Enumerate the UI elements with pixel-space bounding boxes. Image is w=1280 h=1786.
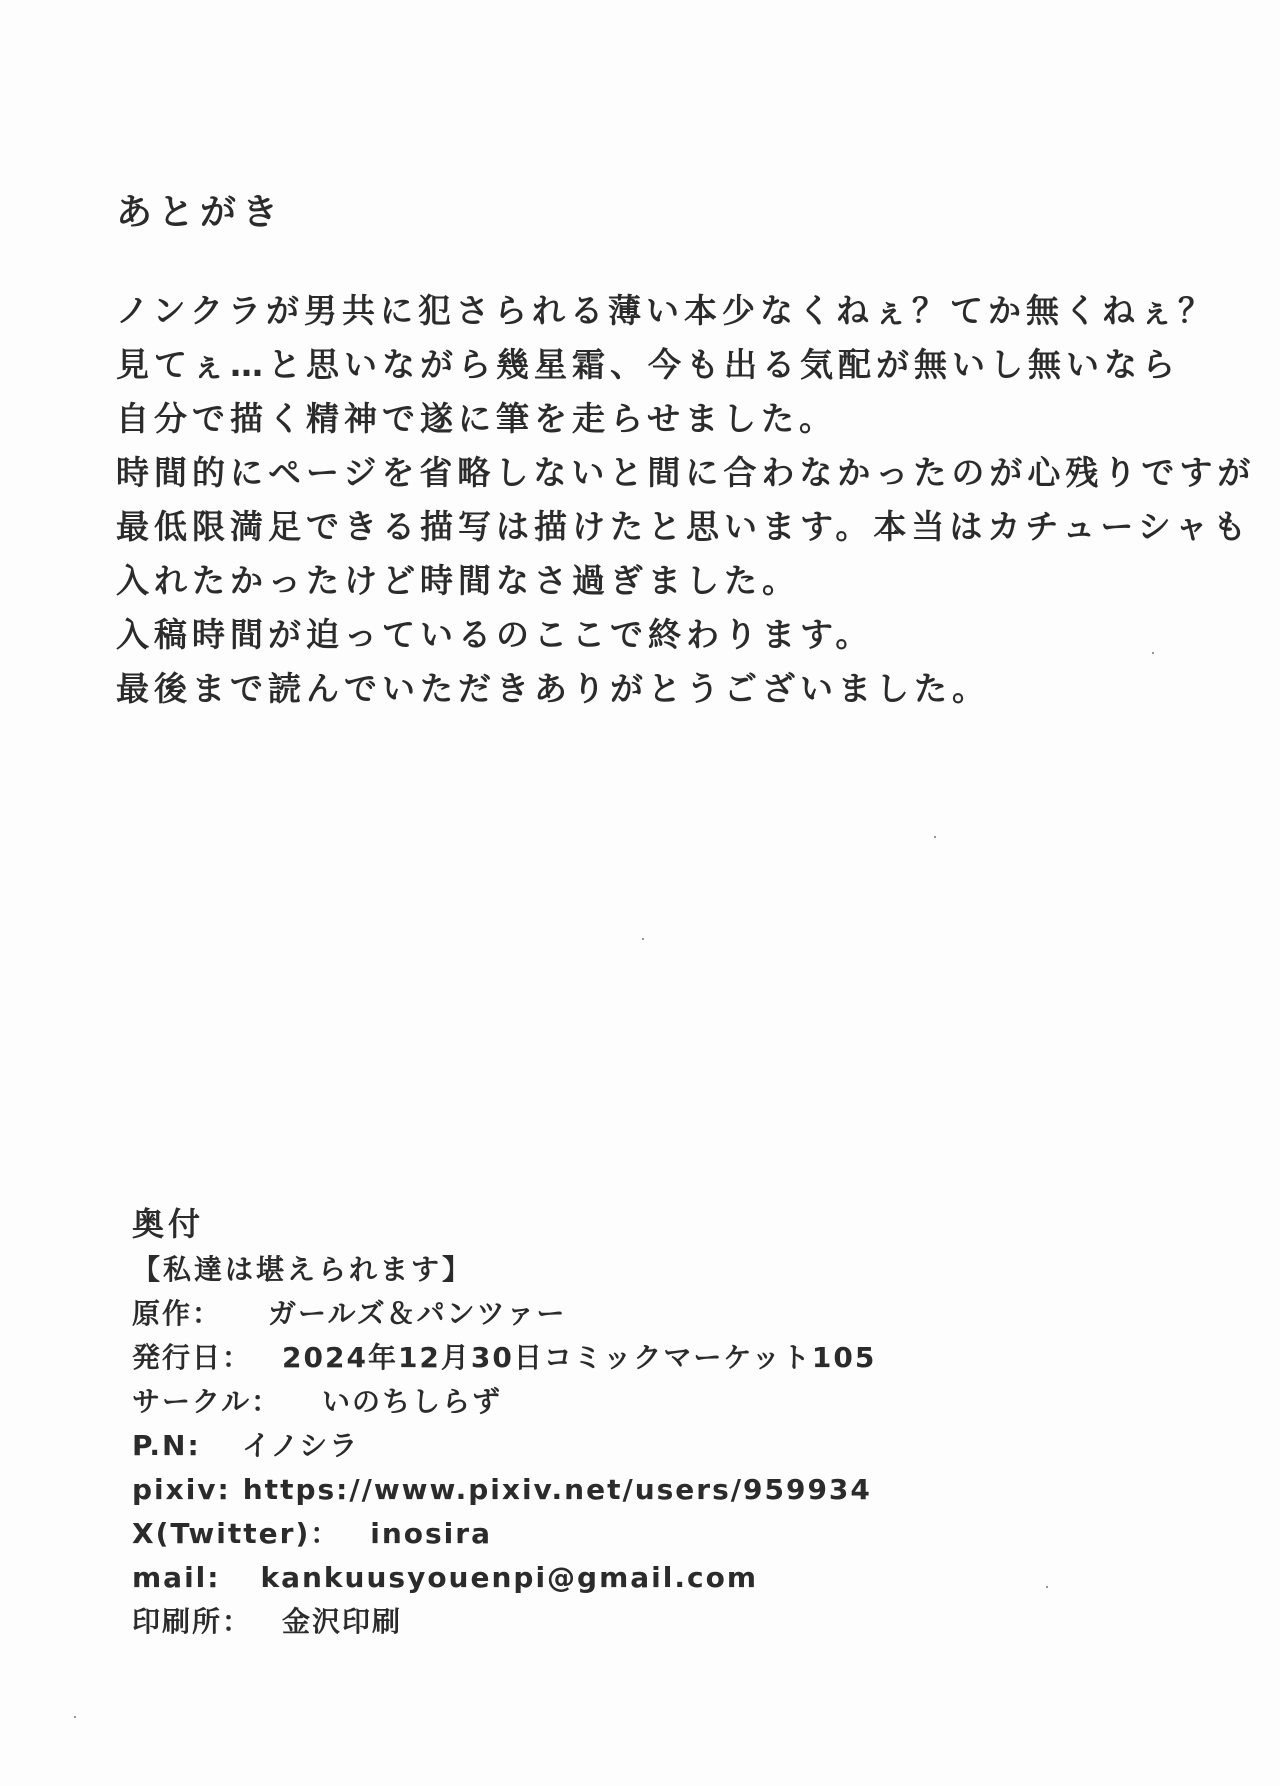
pixiv-link: https://www.pixiv.net/users/959934 — [242, 1473, 872, 1506]
colophon-section — [132, 1200, 1192, 1644]
scan-speck — [74, 1716, 76, 1718]
afterword-line: 見てぇ…と思いながら幾星霜、今も出る気配が無いし無いなら — [116, 345, 1180, 384]
colophon-label: 発行日： — [132, 1341, 253, 1374]
colophon-row-pixiv — [132, 1468, 1192, 1512]
colophon-row-pen-name — [132, 1424, 1192, 1468]
colophon-value: ガールズ＆パンツァー — [268, 1297, 567, 1330]
colophon-row-printer — [132, 1600, 1192, 1644]
colophon-label: 原作： — [132, 1297, 223, 1330]
colophon-label: 印刷所： — [132, 1605, 253, 1638]
book-title: 【私達は堪えられます】 — [132, 1253, 474, 1286]
colophon-row-mail — [132, 1556, 1192, 1600]
afterword-line: 自分で描く精神で遂に筆を走らせました。 — [116, 399, 838, 438]
afterword-line: ノンクラが男共に犯さられる薄い本少なくねぇ？てか無くねぇ？ — [116, 291, 1217, 330]
twitter-handle: inosira — [370, 1517, 492, 1550]
afterword-line: 入れたかったけど時間なさ過ぎました。 — [116, 561, 800, 600]
email-address: kankuusyouenpi@gmail.com — [260, 1561, 759, 1594]
afterword-section — [116, 188, 1256, 716]
afterword-line: 最後まで読んでいただきありがとうございました。 — [116, 669, 990, 708]
colophon-value: イノシラ — [242, 1429, 360, 1462]
colophon-label: サークル： — [132, 1385, 282, 1418]
colophon-value: いのちしらず — [322, 1385, 503, 1418]
colophon-value: 金沢印刷 — [282, 1605, 403, 1638]
colophon-row-publish-date — [132, 1336, 1192, 1380]
colophon-label: mail: — [132, 1561, 221, 1594]
scan-speck — [1046, 1586, 1048, 1588]
scan-speck — [642, 938, 644, 940]
afterword-title: あとがき — [116, 192, 285, 233]
colophon-label: X(Twitter)： — [132, 1517, 341, 1550]
colophon-row-twitter — [132, 1512, 1192, 1556]
scan-speck — [1152, 652, 1154, 654]
colophon-title: 奥付 — [132, 1205, 205, 1243]
colophon-value: 2024年12月30日コミックマーケット105 — [282, 1341, 877, 1374]
colophon-label: pixiv: — [132, 1473, 231, 1506]
colophon-row-original-work — [132, 1292, 1192, 1336]
afterword-line: 時間的にページを省略しないと間に合わなかったのが心残りですが — [116, 453, 1256, 492]
colophon-label: P.N: — [132, 1429, 201, 1462]
scan-speck — [934, 836, 936, 838]
colophon-row-circle — [132, 1380, 1192, 1424]
afterword-line: 最低限満足できる描写は描けたと思います。本当はカチューシャも — [116, 507, 1252, 546]
afterword-line: 入稿時間が迫っているのここで終わります。 — [116, 615, 874, 654]
